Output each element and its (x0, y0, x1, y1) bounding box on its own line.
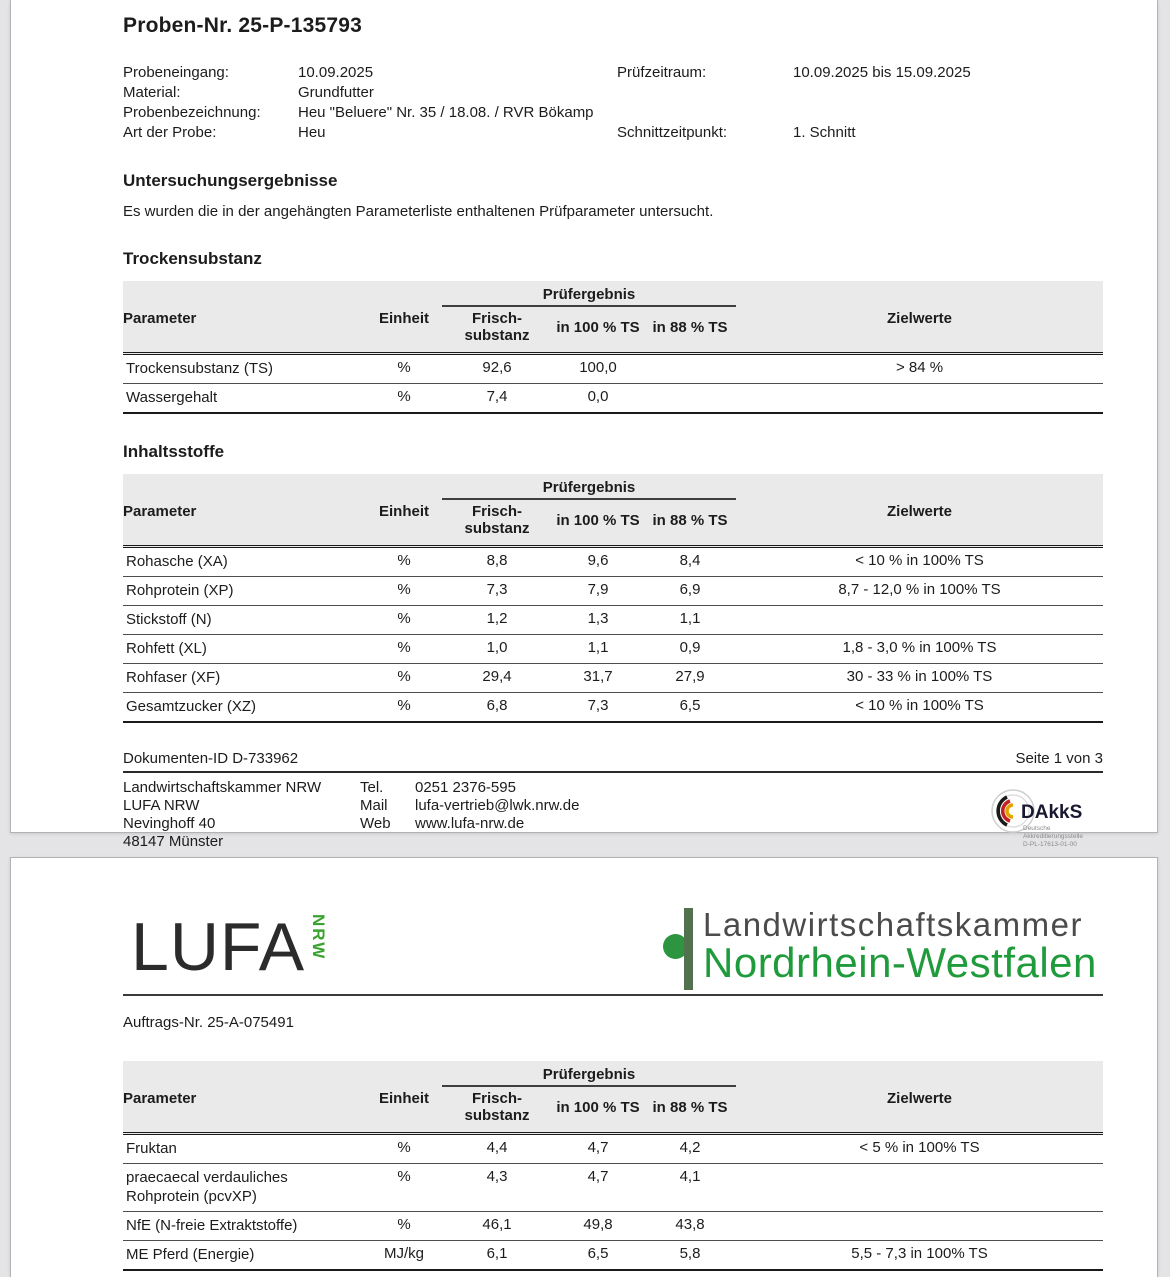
param-cell: Trockensubstanz (TS) (123, 354, 366, 384)
value-cell: 1,1 (644, 606, 736, 635)
contact-value: www.lufa-nrw.de (415, 815, 525, 832)
results-note: Es wurden die in der angehängten Parameterliste enthaltenen Prüfparameter untersucht. (123, 203, 714, 220)
value-cell: 43,8 (644, 1212, 736, 1241)
value-cell: 8,8 (442, 547, 552, 577)
dakks-logo-icon (985, 789, 1105, 851)
col-group-pruefergebnis: Prüfergebnis (442, 281, 736, 306)
table-row (123, 547, 1103, 577)
info-value: Grundfutter (298, 84, 374, 101)
contact-label: Web (360, 815, 391, 832)
ziel-cell (736, 1164, 1103, 1212)
info-value: 10.09.2025 (298, 64, 374, 81)
table-row (123, 1212, 1103, 1241)
table-row (123, 1164, 1103, 1212)
value-cell: 7,3 (442, 577, 552, 606)
value-cell: 100,0 (552, 354, 644, 384)
col-header-parameter: Parameter (123, 281, 366, 354)
info-value: 1. Schnitt (793, 124, 856, 141)
value-cell: 8,4 (644, 547, 736, 577)
param-cell: NfE (N-freie Extraktstoffe) (123, 1212, 366, 1241)
value-cell: 7,4 (442, 384, 552, 414)
contact-block (360, 779, 579, 833)
einheit-cell: % (366, 577, 442, 606)
page2-results-table (123, 1061, 1103, 1271)
ziel-cell: 30 - 33 % in 100% TS (736, 664, 1103, 693)
ziel-cell: < 10 % in 100% TS (736, 547, 1103, 577)
contact-label: Mail (360, 797, 388, 814)
table-row (123, 693, 1103, 723)
lwk-line1: Landwirtschaftskammer (703, 906, 1083, 943)
info-row (123, 84, 1103, 104)
info-value: Heu "Beluere" Nr. 35 / 18.08. / RVR Bökamp (298, 104, 594, 121)
value-cell: 6,5 (552, 1241, 644, 1271)
value-cell: 0,9 (644, 635, 736, 664)
col-header-line: substanz (464, 520, 530, 537)
einheit-cell: % (366, 354, 442, 384)
col-header-100ts: in 100 % TS (552, 306, 644, 354)
col-group-pruefergebnis: Prüfergebnis (442, 474, 736, 499)
col-header-parameter: Parameter (123, 474, 366, 547)
einheit-cell: % (366, 664, 442, 693)
value-cell: 92,6 (442, 354, 552, 384)
table-title-inhaltsstoffe: Inhaltsstoffe (123, 442, 225, 461)
info-label: Probenbezeichnung: (123, 104, 261, 121)
col-header-einheit: Einheit (366, 281, 442, 354)
info-row (123, 104, 1103, 124)
param-cell: Gesamtzucker (XZ) (123, 693, 366, 723)
value-cell: 7,9 (552, 577, 644, 606)
table-row (123, 1134, 1103, 1164)
address-line: Nevinghoff 40 (123, 815, 216, 832)
col-header-line: Frisch- (471, 503, 522, 520)
report-page-1 (10, 0, 1158, 850)
col-header-frischsubstanz (442, 499, 552, 547)
value-cell: 31,7 (552, 664, 644, 693)
ziel-cell: 8,7 - 12,0 % in 100% TS (736, 577, 1103, 606)
info-label: Schnittzeitpunkt: (617, 124, 728, 141)
param-cell: Fruktan (123, 1134, 366, 1164)
header-divider (123, 994, 1103, 996)
table-header (123, 281, 1103, 354)
col-header-line: Frisch- (471, 1090, 522, 1107)
table-row (123, 664, 1103, 693)
table-header (123, 1061, 1103, 1134)
param-cell: Stickstoff (N) (123, 606, 366, 635)
einheit-cell: % (366, 635, 442, 664)
param-cell: Rohfaser (XF) (123, 664, 366, 693)
info-label: Prüfzeitraum: (617, 64, 707, 81)
col-header-100ts: in 100 % TS (552, 499, 644, 547)
ziel-cell: 5,5 - 7,3 in 100% TS (736, 1241, 1103, 1271)
value-cell: 6,5 (644, 693, 736, 723)
value-cell: 0,0 (552, 384, 644, 414)
inhaltsstoffe-table (123, 474, 1103, 723)
value-cell: 46,1 (442, 1212, 552, 1241)
table-header (123, 474, 1103, 547)
col-header-zielwerte: Zielwerte (736, 474, 1103, 547)
contact-value: lufa-vertrieb@lwk.nrw.de (415, 797, 580, 814)
report-page-2 (10, 857, 1158, 1277)
results-heading: Untersuchungsergebnisse (123, 171, 338, 190)
address-line: Landwirtschaftskammer NRW (123, 779, 322, 796)
einheit-cell: % (366, 693, 442, 723)
col-header-100ts: in 100 % TS (552, 1086, 644, 1134)
svg-text:D-PL-17613-01-00: D-PL-17613-01-00 (1023, 841, 1077, 848)
ziel-cell: < 5 % in 100% TS (736, 1134, 1103, 1164)
einheit-cell: % (366, 547, 442, 577)
col-header-frischsubstanz (442, 1086, 552, 1134)
value-cell: 29,4 (442, 664, 552, 693)
value-cell: 5,8 (644, 1241, 736, 1271)
value-cell: 4,7 (552, 1134, 644, 1164)
lufa-nrw-text: NRW (309, 914, 329, 961)
einheit-cell: % (366, 606, 442, 635)
info-row (123, 124, 1103, 144)
param-cell: ME Pferd (Energie) (123, 1241, 366, 1271)
footer (123, 779, 1103, 851)
value-cell: 49,8 (552, 1212, 644, 1241)
contact-row (360, 815, 579, 833)
logo-row (123, 906, 1103, 992)
value-cell: 6,9 (644, 577, 736, 606)
param-cell: Wassergehalt (123, 384, 366, 414)
col-header-line: substanz (464, 1107, 530, 1124)
lufa-logo-text: LUFA (131, 909, 306, 985)
svg-text:Akkreditierungsstelle: Akkreditierungsstelle (1023, 833, 1083, 840)
value-cell: 7,3 (552, 693, 644, 723)
dakks-accreditation-logo (985, 789, 1105, 856)
value-cell: 1,0 (442, 635, 552, 664)
col-header-88ts: in 88 % TS (644, 1086, 736, 1134)
col-header-einheit: Einheit (366, 474, 442, 547)
col-header-parameter: Parameter (123, 1061, 366, 1134)
col-header-frischsubstanz (442, 306, 552, 354)
lwk-logo-text (703, 908, 1097, 985)
value-cell: 6,8 (442, 693, 552, 723)
lwk-line2: Nordrhein-Westfalen (703, 939, 1097, 986)
value-cell: 4,1 (644, 1164, 736, 1212)
table-row (123, 577, 1103, 606)
einheit-cell: % (366, 1134, 442, 1164)
param-cell: Rohprotein (XP) (123, 577, 366, 606)
table-row (123, 1241, 1103, 1271)
svg-text:Deutsche: Deutsche (1023, 825, 1051, 832)
info-label: Art der Probe: (123, 124, 217, 141)
ziel-cell (736, 606, 1103, 635)
value-cell: 27,9 (644, 664, 736, 693)
value-cell (644, 354, 736, 384)
value-cell (644, 384, 736, 414)
value-cell: 1,1 (552, 635, 644, 664)
col-header-zielwerte: Zielwerte (736, 281, 1103, 354)
ziel-cell: < 10 % in 100% TS (736, 693, 1103, 723)
col-header-88ts: in 88 % TS (644, 499, 736, 547)
contact-label: Tel. (360, 779, 384, 796)
col-header-einheit: Einheit (366, 1061, 442, 1134)
einheit-cell: % (366, 1164, 442, 1212)
table-row (123, 354, 1103, 384)
footer-divider (123, 771, 1103, 773)
value-cell: 4,4 (442, 1134, 552, 1164)
col-group-pruefergebnis: Prüfergebnis (442, 1061, 736, 1086)
landwirtschaftskammer-logo (663, 908, 1097, 990)
ziel-cell (736, 1212, 1103, 1241)
lwk-bar-icon (684, 908, 693, 990)
value-cell: 4,2 (644, 1134, 736, 1164)
page-title: Proben-Nr. 25-P-135793 (123, 14, 363, 37)
value-cell: 1,2 (442, 606, 552, 635)
einheit-cell: % (366, 1212, 442, 1241)
trockensubstanz-table (123, 281, 1103, 414)
contact-row (360, 779, 579, 797)
dakks-name: DAkkS (1021, 802, 1083, 823)
value-cell: 1,3 (552, 606, 644, 635)
info-label: Material: (123, 84, 181, 101)
table-title-trockensubstanz: Trockensubstanz (123, 249, 262, 268)
col-header-zielwerte: Zielwerte (736, 1061, 1103, 1134)
sample-info-block (123, 64, 1103, 144)
info-value: 10.09.2025 bis 15.09.2025 (793, 64, 971, 81)
page-indicator: Seite 1 von 3 (1015, 750, 1103, 767)
lufa-logo (131, 909, 329, 985)
address-block (123, 779, 321, 851)
lwk-logo-icon (663, 908, 695, 990)
ziel-cell: 1,8 - 3,0 % in 100% TS (736, 635, 1103, 664)
col-header-line: Frisch- (471, 310, 522, 327)
table-row (123, 384, 1103, 414)
value-cell: 4,3 (442, 1164, 552, 1212)
address-line: 48147 Münster (123, 833, 224, 850)
document-id: Dokumenten-ID D-733962 (123, 750, 299, 767)
ziel-cell: > 84 % (736, 354, 1103, 384)
ziel-cell (736, 384, 1103, 414)
table-row (123, 606, 1103, 635)
value-cell: 4,7 (552, 1164, 644, 1212)
info-label: Probeneingang: (123, 64, 229, 81)
col-header-88ts: in 88 % TS (644, 306, 736, 354)
param-cell: Rohfett (XL) (123, 635, 366, 664)
param-cell: Rohasche (XA) (123, 547, 366, 577)
value-cell: 6,1 (442, 1241, 552, 1271)
table-row (123, 635, 1103, 664)
col-header-line: substanz (464, 327, 530, 344)
value-cell: 9,6 (552, 547, 644, 577)
contact-row (360, 797, 579, 815)
einheit-cell: % (366, 384, 442, 414)
param-cell: praecaecal verdauliches Rohprotein (pcvXP) (123, 1164, 366, 1212)
info-value: Heu (298, 124, 326, 141)
info-row (123, 64, 1103, 84)
address-line: LUFA NRW (123, 797, 200, 814)
order-number: Auftrags-Nr. 25-A-075491 (123, 1014, 294, 1031)
einheit-cell: MJ/kg (366, 1241, 442, 1271)
contact-value: 0251 2376-595 (415, 779, 516, 796)
